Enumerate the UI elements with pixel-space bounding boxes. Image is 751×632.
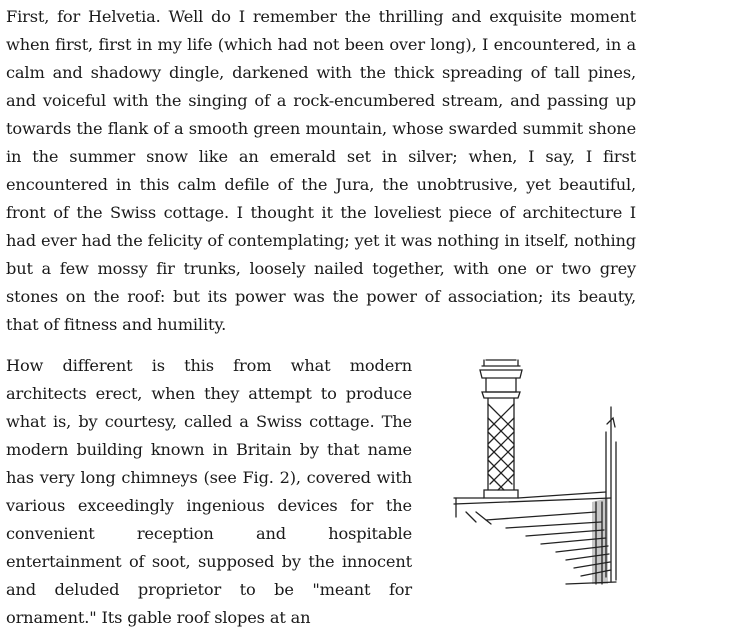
- paragraph-swiss-cottage: How different is this from what modern architects erect, when they attempt to produce what is, by courtesy, called a Swiss cottage. The modern building known in Britain by that name has very long chimneys (see Fig. 2), covered with various exceedingly ingenious devices for the convenient reception and hospitable entertainment of soot, supposed by the innocent and deluded proprietor to be "meant for ornament." Its gable roof slopes at an: [6, 356, 412, 627]
- document-page: [6, 3, 636, 632]
- chimney-sketch-illustration: [446, 352, 636, 587]
- paragraph-helvetia: First, for Helvetia. Well do I remember the thrilling and exquisite moment when first, first in my life (which had not been over long), I encountered, in a calm and shadowy dingle, darkened with the thick spreading of tall pines, and voiceful with the singing of a rock-encumbered stream, and passing up towards the flank of a smooth green mountain, whose swarded summit shone in the summer snow like an emerald set in silver; when, I say, I first encountered in this calm defile of the Jura, the unobtrusive, yet beautiful, front of the Swiss cottage. I thought it the loveliest piece of architecture I had ever had the felicity of contemplating; yet it was nothing in itself, nothing but a few mossy fir trunks, loosely nailed together, with one or two grey stones on the roof: but its power was the power of association; its beauty, that of fitness and humility.: [6, 7, 636, 334]
- paragraph-block-with-figure: [6, 352, 636, 632]
